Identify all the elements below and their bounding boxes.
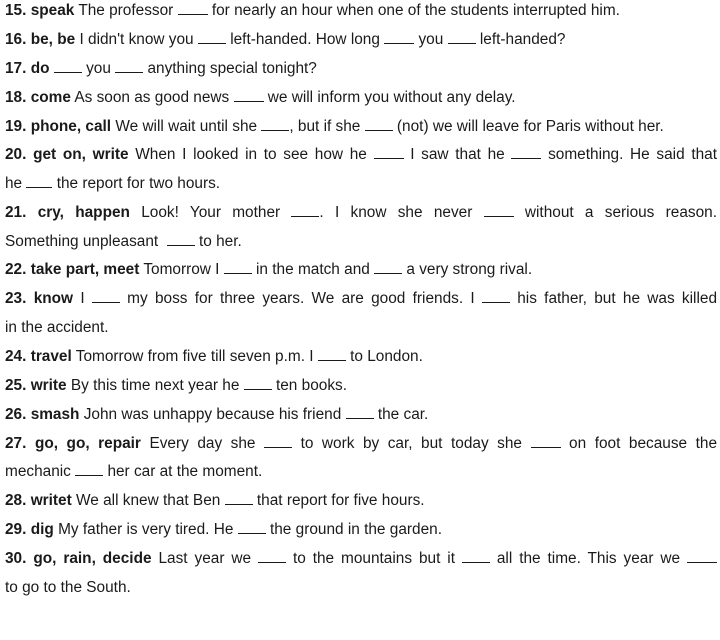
sentence-text: John was unhappy because his friend xyxy=(83,406,342,423)
exercise-28 xyxy=(5,491,717,511)
item-number: 30. xyxy=(5,550,27,567)
verb-hint: cry, happen xyxy=(37,204,130,221)
answer-blank[interactable] xyxy=(238,520,266,534)
answer-blank[interactable] xyxy=(167,232,195,246)
sentence-text: Tomorrow from five till seven p.m. I xyxy=(75,348,314,365)
verb-hint: travel xyxy=(30,348,72,365)
sentence-text: Something unpleasant xyxy=(5,233,159,250)
sentence-text: to go to the South. xyxy=(5,579,131,596)
exercise-27-continued xyxy=(5,462,717,482)
sentence-text: Last year we xyxy=(158,550,252,567)
answer-blank[interactable] xyxy=(178,1,208,15)
exercise-22 xyxy=(5,260,717,280)
verb-hint: write xyxy=(30,377,67,394)
sentence-text: . I know she never xyxy=(319,204,473,221)
answer-blank[interactable] xyxy=(198,30,226,44)
sentence-text: to her. xyxy=(199,233,242,250)
item-number: 17. xyxy=(5,60,27,77)
exercise-20 xyxy=(5,145,717,165)
sentence-text: ten books. xyxy=(275,377,347,394)
sentence-text: left-handed. How long xyxy=(230,31,380,48)
item-number: 22. xyxy=(5,261,27,278)
exercise-27 xyxy=(5,434,717,454)
exercise-17 xyxy=(5,59,717,79)
verb-hint: writet xyxy=(30,492,72,509)
item-number: 23. xyxy=(5,290,27,307)
answer-blank[interactable] xyxy=(531,434,561,448)
answer-blank[interactable] xyxy=(346,405,374,419)
exercise-30-continued xyxy=(5,578,717,598)
sentence-text: the ground in the garden. xyxy=(269,521,442,538)
sentence-text: We all knew that Ben xyxy=(76,492,221,509)
sentence-text: Every day she xyxy=(149,435,256,452)
answer-blank[interactable] xyxy=(234,88,264,102)
answer-blank[interactable] xyxy=(244,376,272,390)
sentence-text: to work by car, but today she xyxy=(300,435,522,452)
verb-hint: do xyxy=(30,60,50,77)
answer-blank[interactable] xyxy=(115,59,143,73)
verb-hint: know xyxy=(33,290,74,307)
sentence-text: his father, but he was killed xyxy=(517,290,718,307)
verb-hint: go, go, repair xyxy=(34,435,141,452)
verb-hint: smash xyxy=(30,406,80,423)
exercise-21-continued xyxy=(5,232,717,252)
sentence-text: Look! Your mother xyxy=(141,204,281,221)
sentence-text: the car. xyxy=(377,406,429,423)
item-number: 26. xyxy=(5,406,27,423)
exercise-16 xyxy=(5,30,717,50)
item-number: 20. xyxy=(5,146,27,163)
answer-blank[interactable] xyxy=(384,30,414,44)
item-number: 28. xyxy=(5,492,27,509)
verb-hint: get on, write xyxy=(33,146,129,163)
exercise-18 xyxy=(5,88,717,108)
item-number: 15. xyxy=(5,2,27,19)
verb-hint: phone, call xyxy=(30,118,112,135)
sentence-text: all the time. This year we xyxy=(496,550,681,567)
answer-blank[interactable] xyxy=(374,260,402,274)
verb-hint: take part, meet xyxy=(30,261,140,278)
exercise-20-continued xyxy=(5,174,717,194)
sentence-text: a very strong rival. xyxy=(406,261,533,278)
sentence-text: in the accident. xyxy=(5,319,109,336)
verb-hint: be, be xyxy=(30,31,76,48)
exercise-21 xyxy=(5,203,717,223)
item-number: 24. xyxy=(5,348,27,365)
item-number: 16. xyxy=(5,31,27,48)
sentence-text: for nearly an hour when one of the students interrupted him. xyxy=(211,2,620,19)
sentence-text: on foot because the xyxy=(569,435,718,452)
sentence-text: By this time next year he xyxy=(70,377,240,394)
sentence-text: We will wait until she xyxy=(115,118,258,135)
sentence-text: My father is very tired. He xyxy=(58,521,234,538)
answer-blank[interactable] xyxy=(484,203,514,217)
sentence-text: something. He said that xyxy=(548,146,718,163)
sentence-text: As soon as good news xyxy=(74,89,230,106)
sentence-text: (not) we will leave for Paris without her. xyxy=(396,118,664,135)
answer-blank[interactable] xyxy=(318,347,346,361)
sentence-text: I saw that he xyxy=(410,146,505,163)
item-number: 18. xyxy=(5,89,27,106)
item-number: 19. xyxy=(5,118,27,135)
answer-blank[interactable] xyxy=(291,203,319,217)
exercise-29 xyxy=(5,520,717,540)
answer-blank[interactable] xyxy=(462,549,490,563)
exercise-19 xyxy=(5,117,717,137)
sentence-text: in the match and xyxy=(256,261,370,278)
exercise-23 xyxy=(5,289,717,309)
sentence-text: that report for five hours. xyxy=(256,492,425,509)
verb-hint: come xyxy=(30,89,71,106)
item-number: 25. xyxy=(5,377,27,394)
sentence-text: to London. xyxy=(350,348,423,365)
verb-hint: speak xyxy=(30,2,75,19)
answer-blank[interactable] xyxy=(224,260,252,274)
sentence-text: I xyxy=(80,290,85,307)
answer-blank[interactable] xyxy=(258,549,286,563)
sentence-text: mechanic xyxy=(5,463,71,480)
sentence-text: to the mountains but it xyxy=(292,550,455,567)
sentence-text: you xyxy=(418,31,444,48)
sentence-text: we will inform you without any delay. xyxy=(267,89,516,106)
sentence-text: The professor xyxy=(78,2,174,19)
answer-blank[interactable] xyxy=(75,462,103,476)
exercise-23-continued xyxy=(5,318,717,338)
sentence-text: the report for two hours. xyxy=(56,175,221,192)
sentence-text: you xyxy=(86,60,111,77)
sentence-text: anything special tonight? xyxy=(147,60,317,77)
answer-blank[interactable] xyxy=(687,549,717,563)
sentence-text: When I looked in to see how he xyxy=(135,146,367,163)
sentence-text: Tomorrow I xyxy=(143,261,220,278)
exercise-15 xyxy=(5,1,717,21)
answer-blank[interactable] xyxy=(365,117,393,131)
answer-blank[interactable] xyxy=(92,289,120,303)
verb-hint: go, rain, decide xyxy=(33,550,152,567)
sentence-text: without a serious reason. xyxy=(524,204,717,221)
sentence-text: left-handed? xyxy=(479,31,566,48)
answer-blank[interactable] xyxy=(26,174,52,188)
sentence-text: her car at the moment. xyxy=(107,463,263,480)
exercise-24 xyxy=(5,347,717,367)
answer-blank[interactable] xyxy=(482,289,510,303)
verb-hint: dig xyxy=(30,521,54,538)
item-number: 21. xyxy=(5,204,27,221)
item-number: 27. xyxy=(5,435,27,452)
sentence-text: , but if she xyxy=(289,118,361,135)
item-number: 29. xyxy=(5,521,27,538)
answer-blank[interactable] xyxy=(54,59,82,73)
sentence-text: he xyxy=(5,175,23,192)
answer-blank[interactable] xyxy=(261,117,289,131)
exercise-26 xyxy=(5,405,717,425)
exercise-30 xyxy=(5,549,717,569)
sentence-text: I didn't know you xyxy=(79,31,194,48)
answer-blank[interactable] xyxy=(264,434,292,448)
exercise-25 xyxy=(5,376,717,396)
answer-blank[interactable] xyxy=(225,491,253,505)
answer-blank[interactable] xyxy=(448,30,476,44)
sentence-text: my boss for three years. We are good friends. I xyxy=(127,290,475,307)
answer-blank[interactable] xyxy=(374,145,404,159)
answer-blank[interactable] xyxy=(511,145,541,159)
